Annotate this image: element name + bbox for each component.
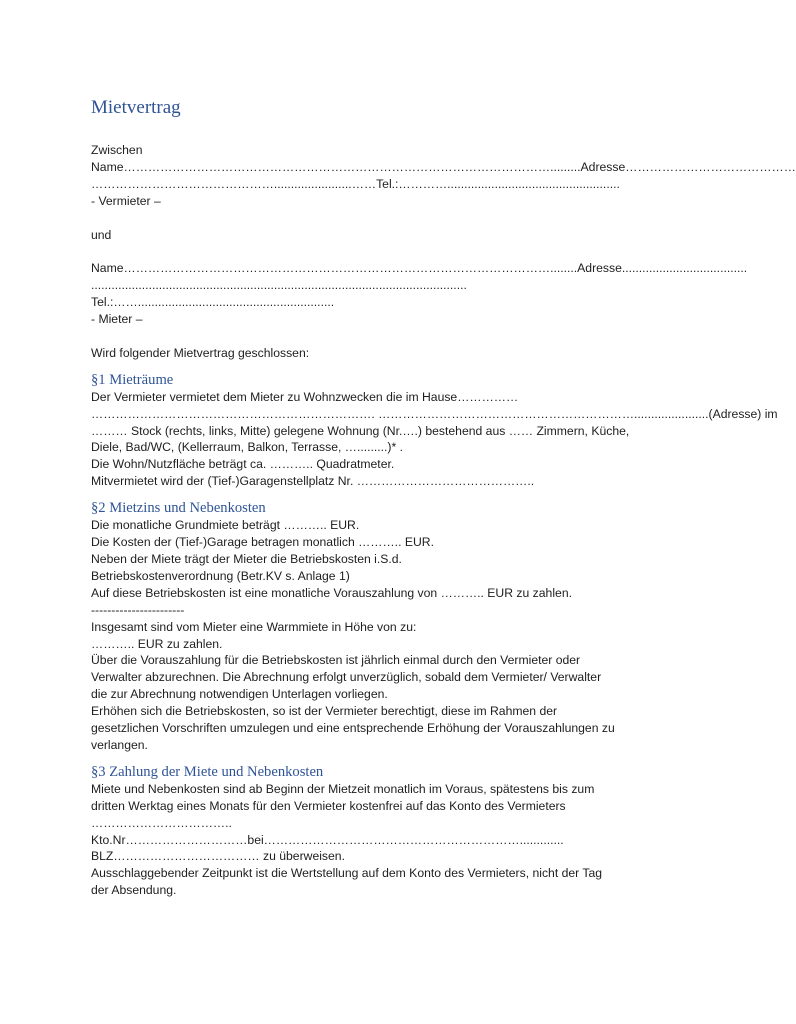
section-3-line: Kto.Nr…………………………bei……………………………………………………….............: [91, 832, 564, 847]
parties-block: [91, 142, 796, 362]
section-2-line: die zur Abrechnung notwendigen Unterlagen vorliegen.: [91, 687, 388, 702]
tenant-address-continuation-line: ...............................................................................................................: [91, 278, 467, 293]
spacer: [91, 243, 691, 260]
tenant-phone-line: Tel.:……..........................................................: [91, 295, 335, 310]
section-1-line: ……………………………………………………………. ………………………………………………………......................(Adresse) im: [91, 406, 778, 421]
section-3-line: dritten Werktag eines Monats für den Vermieter kostenfrei auf das Konto des Vermieters: [91, 798, 566, 813]
section-1-line: ……… Stock (rechts, links, Mitte) gelegene Wohnung (Nr.….) bestehend aus …… Zimmern, Küche,: [91, 423, 630, 438]
section-3-heading: §3 Zahlung der Miete und Nebenkosten: [91, 763, 324, 780]
section-2-line: Neben der Miete trägt der Mieter die Betriebskosten i.S.d.: [91, 551, 402, 566]
section-2-line: Betriebskostenverordnung (Betr.KV s. Anlage 1): [91, 568, 350, 583]
section-1-line: Mitvermietet wird der (Tief-)Garagenstellplatz Nr. ……………………………………..: [91, 474, 535, 489]
spacer: [91, 328, 691, 345]
section-3-line: Miete und Nebenkosten sind ab Beginn der Mietzeit monatlich im Voraus, spätestens bis zum: [91, 781, 595, 796]
section-3-line: BLZ……………………………… zu überweisen.: [91, 849, 345, 864]
section-2-divider: -----------------------: [91, 602, 185, 617]
section-3: [91, 763, 691, 899]
section-2-line: ……….. EUR zu zahlen.: [91, 636, 223, 651]
section-2-line: Insgesamt sind vom Mieter eine Warmmiete in Höhe von zu:: [91, 619, 417, 634]
section-3-line: Ausschlaggebender Zeitpunkt ist die Wertstellung auf dem Konto des Vermieters, nicht der Tag: [91, 866, 603, 881]
section-2-heading: §2 Mietzins und Nebenkosten: [91, 500, 266, 517]
section-2: [91, 499, 691, 754]
contract-intro-sentence: Wird folgender Mietvertrag geschlossen:: [91, 345, 310, 360]
section-2-line: gesetzlichen Vorschriften umzulegen und eine entsprechende Erhöhung der Vorauszahlungen zu: [91, 721, 615, 736]
section-1-heading: §1 Mieträume: [91, 371, 174, 388]
tenant-role-label: - Mieter –: [91, 312, 143, 327]
document-page: [91, 96, 796, 899]
landlord-role-label: - Vermieter –: [91, 193, 161, 208]
spacer: [91, 490, 691, 499]
parties-intro: Zwischen: [91, 143, 143, 157]
section-2-line: Die Kosten der (Tief-)Garage betragen monatlich ……….. EUR.: [91, 535, 434, 550]
section-2-line: Verwalter abzurechnen. Die Abrechnung erfolgt unverzüglich, sobald dem Vermieter/ Verwalter: [91, 670, 602, 685]
section-1-line: Die Wohn/Nutzfläche beträgt ca. ……….. Quadratmeter.: [91, 457, 395, 472]
section-2-line: Auf diese Betriebskosten ist eine monatliche Vorauszahlung von ……….. EUR zu zahlen.: [91, 585, 572, 600]
parties-and: und: [91, 227, 112, 242]
spacer: [91, 362, 691, 371]
section-2-line: Die monatliche Grundmiete beträgt ……….. EUR.: [91, 518, 360, 533]
section-2-line: Über die Vorauszahlung für die Betriebskosten ist jährlich einmal durch den Vermieter oder: [91, 653, 581, 668]
section-1: [91, 371, 778, 490]
spacer: [91, 210, 691, 227]
landlord-name-address-line: Name…………………………………………………………………………………………….........Adresse……………………………………: [91, 159, 796, 174]
section-2-line: Erhöhen sich die Betriebskosten, so ist der Vermieter berechtigt, diese im Rahmen der: [91, 704, 558, 719]
section-1-line: Der Vermieter vermietet dem Mieter zu Wohnzwecken die im Hause……………: [91, 389, 519, 404]
document-title: Mietvertrag: [91, 97, 181, 118]
section-3-line: ……………………………..: [91, 815, 232, 830]
section-3-line: der Absendung.: [91, 883, 177, 898]
section-2-line: verlangen.: [91, 737, 148, 752]
tenant-name-address-line: Name……………………………………………………………………………………………........Adresse.....................................: [91, 261, 748, 276]
spacer: [91, 754, 691, 763]
landlord-phone-line: ……………………………………….......................……Tel.:…………...................................................: [91, 176, 620, 191]
section-1-line: Diele, Bad/WC, (Kellerraum, Balkon, Terrasse, ….........)* .: [91, 440, 404, 455]
